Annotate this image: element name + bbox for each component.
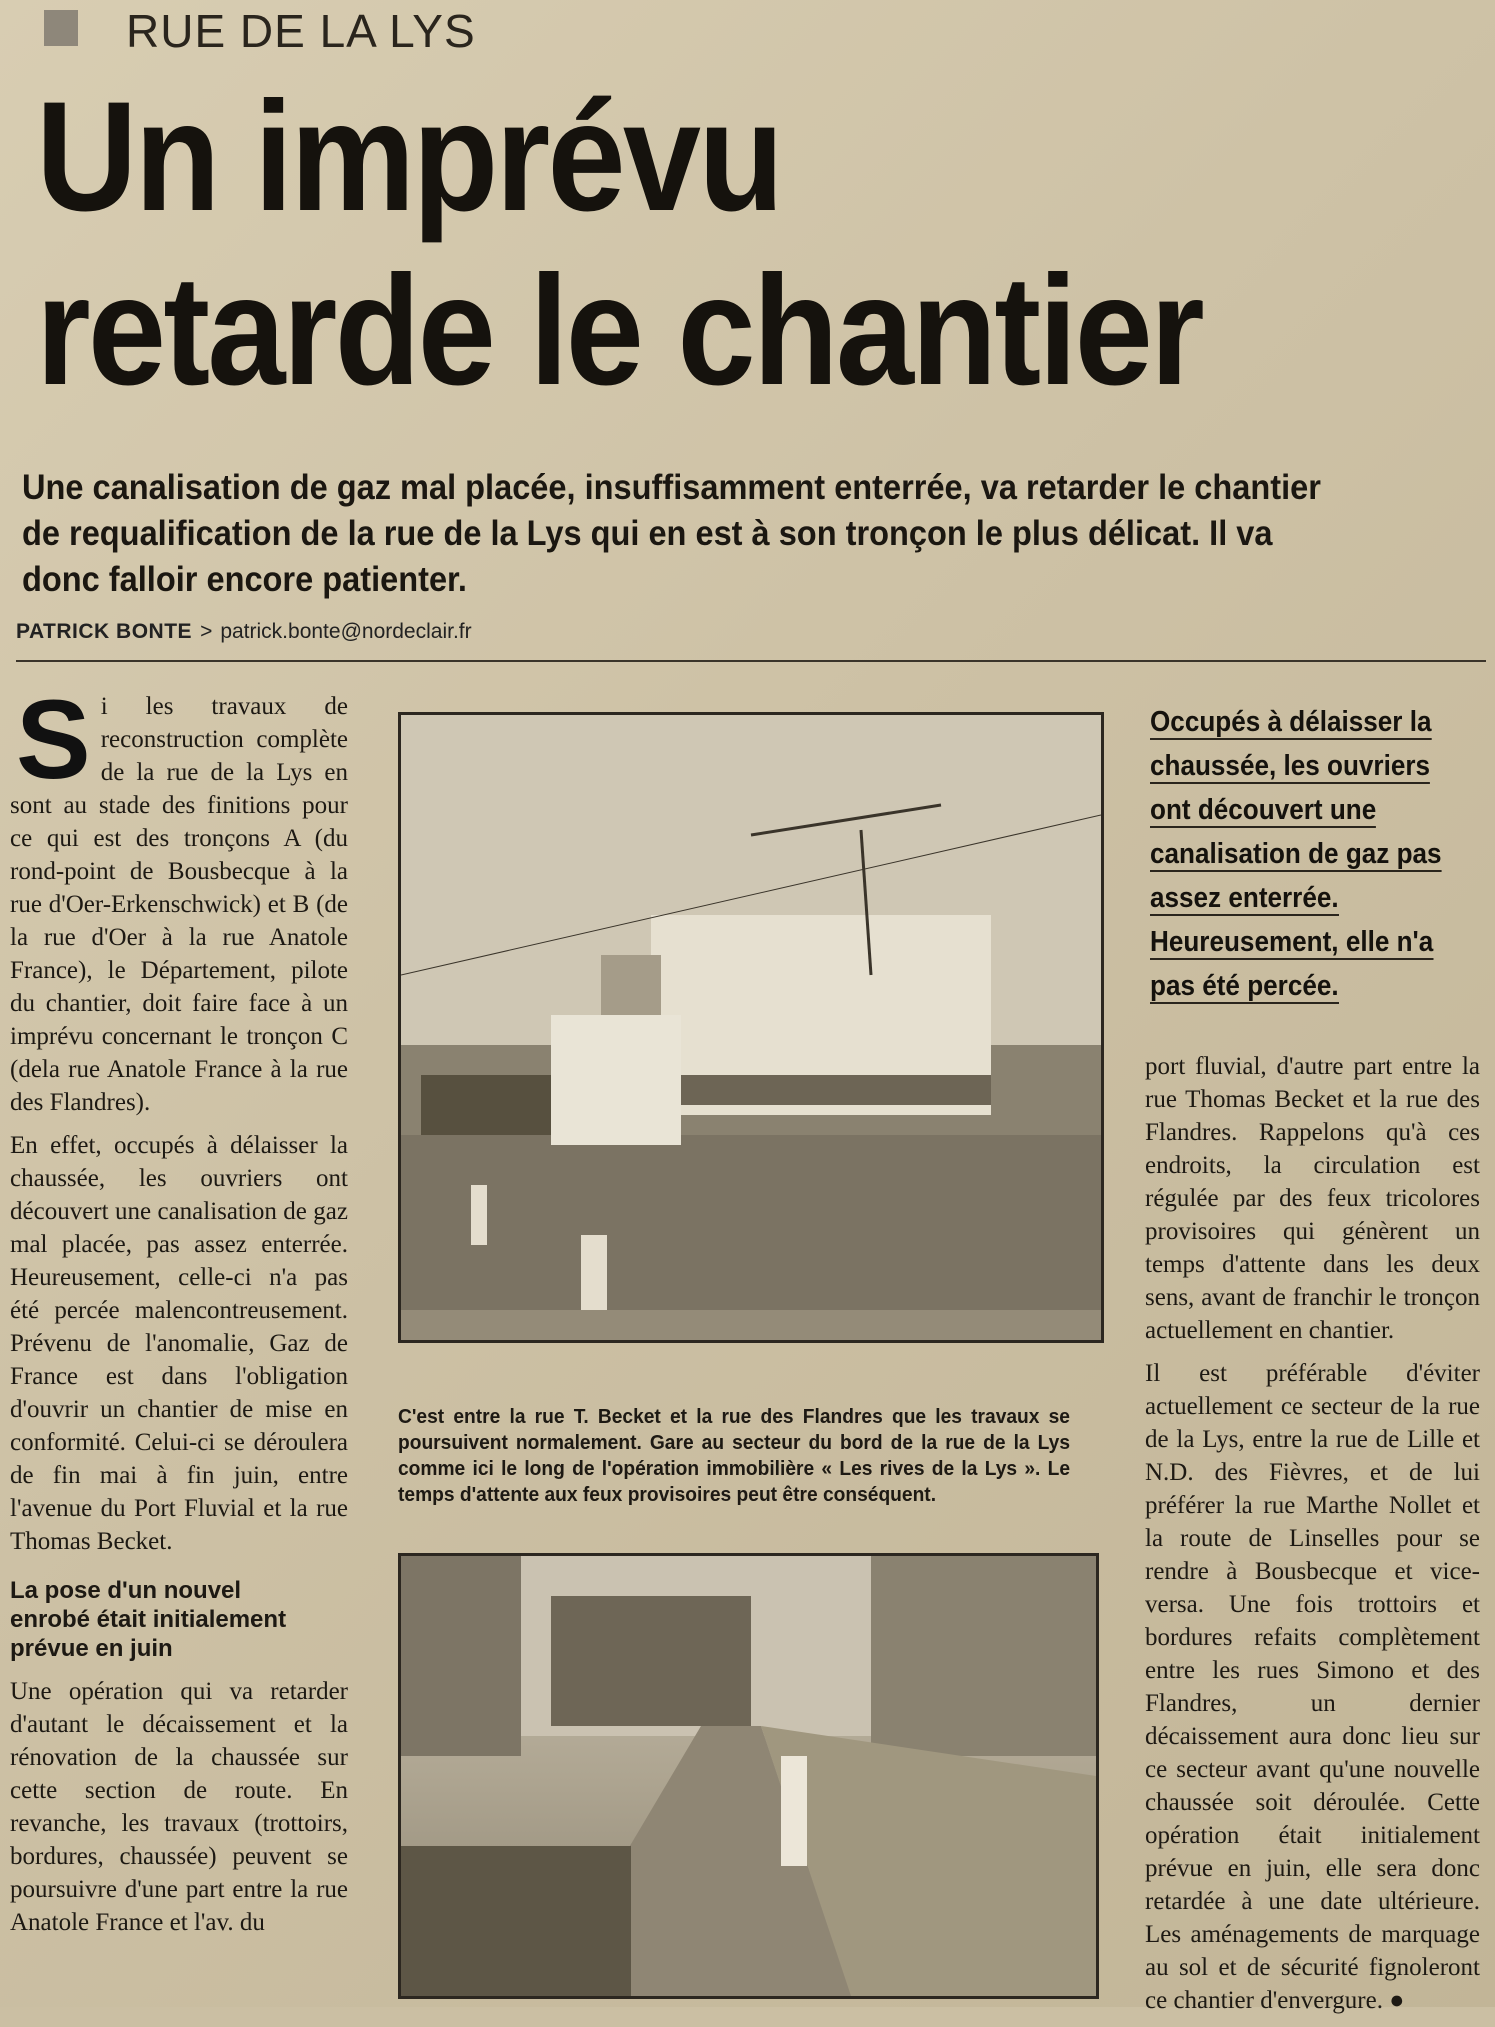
headline-line-1: Un imprévu bbox=[36, 70, 782, 244]
byline-author: PATRICK BONTE bbox=[16, 620, 193, 643]
headline bbox=[36, 70, 1314, 418]
paragraph: En effet, occupés à délaisser la chaussée, les ouvriers ont découvert une canalisation de gaz mal placée, pas assez enterrée. Heureusement, celle-ci n'a pas été percée malencontreusement. Prévenu de l'anomalie, Gaz de France est dans l'obligation d'ouvrir un chantier de mise en conformité. Celui-ci se déroulera de fin mai à fin juin, entre l'avenue du Port Fluvial et la rue Thomas Becket. bbox=[10, 1132, 348, 1555]
kicker-square bbox=[44, 10, 78, 46]
photo-construction-site bbox=[398, 712, 1104, 1343]
paragraph bbox=[10, 677, 348, 1119]
paragraph-text: i les travaux de reconstruction complète de la rue de la Lys en sont au stade des finitions pour ce qui est des tronçons A (du rond-point de Bousbecque à la rue d'Oer-Erkenschwick) et B (de la rue d'Oer à la rue Anatole France), le Département, pilote du chantier, doit faire face à un imprévu concernant le tronçon C (dela rue Anatole France à la rue des Flandres). bbox=[10, 693, 348, 1116]
paragraph: Une opération qui va retarder d'autant le décaissement et la rénovation de la chaussée sur cette section de route. En revanche, les travaux (trottoirs, bordures, chaussée) peuvent se poursuivre d'une part entre la rue Anatole France et l'av. du bbox=[10, 1678, 348, 1936]
pull-quote-text: Occupés à délaisser la chaussée, les ouvriers ont découvert une canalisation de gaz pas assez enterrée. Heureusement, elle n'a pas été percée. bbox=[1150, 706, 1442, 1002]
pull-quote bbox=[1150, 700, 1447, 1008]
photo-illustration bbox=[401, 715, 1101, 1340]
photo-illustration bbox=[401, 1556, 1096, 1996]
headline-line-2: retarde le chantier bbox=[36, 244, 1203, 418]
column-left bbox=[10, 677, 348, 1949]
section-kicker: RUE DE LA LYS bbox=[126, 5, 476, 57]
paragraph: port fluvial, d'autre part entre la rue Thomas Becket et la rue des Flandres. Rappelons qu'à ces endroits, la circulation est régulée par des feux tricolores provisoires qui génèrent un temps d'attente dans les deux sens, avant de franchir le tronçon actuellement en chantier. bbox=[1145, 1053, 1480, 1344]
photo-street-works bbox=[398, 1553, 1099, 1999]
byline-separator: > bbox=[200, 620, 213, 643]
photo-caption: C'est entre la rue T. Becket et la rue des Flandres que les travaux se poursuivent normalement. Gare au secteur du bord de la rue de la Lys comme ici le long de l'opération immobilière « Les rives de la Lys ». Le temps d'attente aux feux provisoires peut être conséquent. bbox=[398, 1406, 1070, 1506]
drop-cap: S bbox=[16, 677, 91, 802]
paragraph-text: Il est préférable d'éviter actuellement ce secteur de la rue de la Lys, entre la rue de Lille et N.D. des Fièvres, et de lui préférer la rue Marthe Nollet et la route de Linselles pour se rendre à Bousbecque et vice-versa. Une fois trottoirs et bordures refaits complètement entre les rues Simono et des Flandres, un dernier décaissement aura donc lieu sur ce secteur avant qu'une nouvelle chaussée soit déroulée. Cette opération était initialement prévue en juin, elle sera donc retardée à une date ultérieure. Les aménagements de marquage au sol et de sécurité fignoleront ce chantier d'envergure. bbox=[1145, 1360, 1480, 2014]
byline bbox=[16, 620, 1486, 662]
end-mark: ● bbox=[1389, 1987, 1405, 2014]
column-right bbox=[1145, 1050, 1480, 2027]
byline-email: patrick.bonte@nordeclair.fr bbox=[220, 620, 472, 643]
paragraph bbox=[1145, 1357, 1480, 2017]
lede: Une canalisation de gaz mal placée, insuffisamment enterrée, va retarder le chantier de requalification de la rue de la Lys qui en est à son tronçon le plus délicat. Il va donc falloir encore patienter. bbox=[22, 468, 1321, 599]
subheading: La pose d'un nouvel enrobé était initialement prévue en juin bbox=[10, 1577, 287, 1662]
